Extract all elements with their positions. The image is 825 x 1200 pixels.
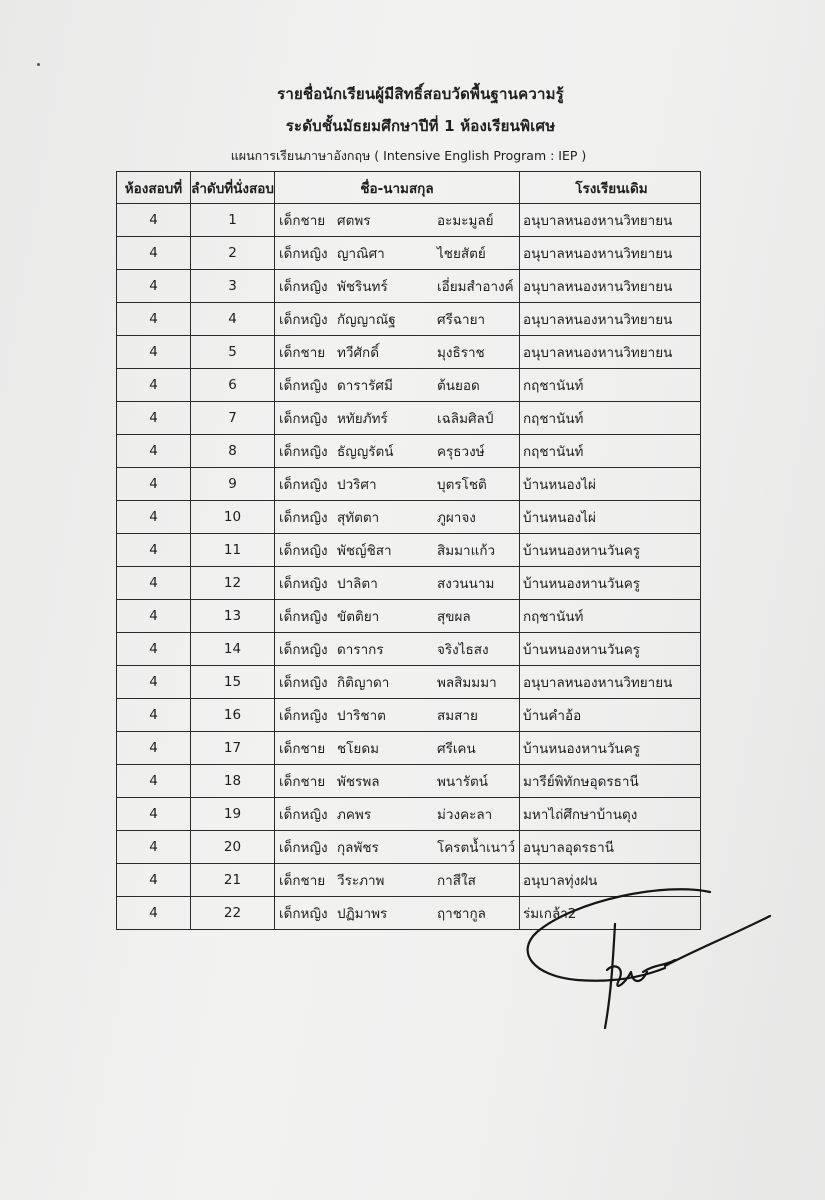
school-cell: บ้านหนองหานวันครู [520, 732, 701, 765]
first-name: ปาริชาต [337, 708, 386, 724]
last-name: พนารัตน์ [437, 774, 488, 790]
table-row [117, 468, 701, 501]
last-name: จริงไธสง [437, 642, 489, 658]
last-name: ภูผาจง [437, 510, 476, 526]
school-cell: อนุบาลหนองหานวิทยายน [520, 270, 701, 303]
first-name: กิติญาดา [337, 675, 390, 691]
table-row [117, 666, 701, 699]
seat-cell: 18 [191, 765, 275, 798]
last-name: กาสีใส [437, 873, 476, 889]
name-prefix: เด็กชาย [279, 774, 326, 790]
room-cell: 4 [117, 567, 191, 600]
seat-cell: 17 [191, 732, 275, 765]
speck [37, 63, 40, 66]
last-name: ศรีฉายา [437, 312, 486, 328]
name-cell [275, 897, 520, 930]
name-prefix: เด็กหญิง [279, 312, 328, 328]
table-row [117, 699, 701, 732]
seat-cell: 3 [191, 270, 275, 303]
seat-cell: 4 [191, 303, 275, 336]
last-name: อะมะมูลย์ [437, 213, 494, 229]
name-prefix: เด็กหญิง [279, 906, 328, 922]
name-prefix: เด็กหญิง [279, 642, 328, 658]
col-header-name: ชื่อ-นามสกุล [275, 172, 520, 204]
last-name: ไชยสัตย์ [437, 246, 486, 262]
room-cell: 4 [117, 501, 191, 534]
room-cell: 4 [117, 732, 191, 765]
table-row [117, 501, 701, 534]
room-cell: 4 [117, 435, 191, 468]
first-name: วีระภาพ [337, 873, 385, 889]
seat-cell: 22 [191, 897, 275, 930]
seat-cell: 7 [191, 402, 275, 435]
table-row [117, 831, 701, 864]
name-prefix: เด็กหญิง [279, 675, 328, 691]
seat-cell: 20 [191, 831, 275, 864]
table-header-row [117, 172, 701, 204]
name-cell [275, 501, 520, 534]
name-cell [275, 237, 520, 270]
first-name: ชโยดม [337, 741, 379, 757]
name-prefix: เด็กหญิง [279, 609, 328, 625]
first-name: ภคพร [337, 807, 372, 823]
first-name: ปาลิตา [337, 576, 378, 592]
name-cell [275, 204, 520, 237]
school-cell: กฤชานันท์ [520, 402, 701, 435]
name-prefix: เด็กหญิง [279, 279, 328, 295]
first-name: ดารารัศมี [337, 378, 393, 394]
seat-cell: 2 [191, 237, 275, 270]
first-name: พัชรินทร์ [337, 279, 388, 295]
room-cell: 4 [117, 765, 191, 798]
table-row [117, 600, 701, 633]
room-cell: 4 [117, 237, 191, 270]
name-prefix: เด็กหญิง [279, 246, 328, 262]
name-prefix: เด็กหญิง [279, 510, 328, 526]
school-cell: อนุบาลอุดรธานี [520, 831, 701, 864]
room-cell: 4 [117, 864, 191, 897]
last-name: ศรีเคน [437, 741, 476, 757]
school-cell: กฤชานันท์ [520, 435, 701, 468]
room-cell: 4 [117, 600, 191, 633]
first-name: ดารากร [337, 642, 384, 658]
last-name: บุตรโชติ [437, 477, 487, 493]
last-name: สุขผล [437, 609, 471, 625]
seat-cell: 8 [191, 435, 275, 468]
room-cell: 4 [117, 270, 191, 303]
name-cell [275, 798, 520, 831]
first-name: หทัยภัทร์ [337, 411, 388, 427]
school-cell: บ้านหนองไผ่ [520, 501, 701, 534]
name-cell [275, 732, 520, 765]
name-prefix: เด็กหญิง [279, 708, 328, 724]
table-row [117, 237, 701, 270]
table-row [117, 402, 701, 435]
table-row [117, 798, 701, 831]
name-prefix: เด็กหญิง [279, 411, 328, 427]
first-name: ศตพร [337, 213, 371, 229]
table-row [117, 732, 701, 765]
seat-cell: 19 [191, 798, 275, 831]
school-cell: มารีย์พิทักษอุดรธานี [520, 765, 701, 798]
name-cell [275, 369, 520, 402]
name-cell [275, 402, 520, 435]
school-cell: อนุบาลหนองหานวิทยายน [520, 204, 701, 237]
seat-cell: 9 [191, 468, 275, 501]
last-name: สิมมาแก้ว [437, 543, 496, 559]
school-cell: บ้านหนองหานวันครู [520, 633, 701, 666]
table-row [117, 567, 701, 600]
name-prefix: เด็กหญิง [279, 543, 328, 559]
room-cell: 4 [117, 831, 191, 864]
name-cell [275, 468, 520, 501]
name-prefix: เด็กชาย [279, 345, 326, 361]
school-cell: อนุบาลทุ่งฝน [520, 864, 701, 897]
table-row [117, 270, 701, 303]
seat-cell: 12 [191, 567, 275, 600]
seat-cell: 13 [191, 600, 275, 633]
room-cell: 4 [117, 633, 191, 666]
first-name: ธัญญรัตน์ [337, 444, 394, 460]
room-cell: 4 [117, 666, 191, 699]
name-cell [275, 303, 520, 336]
name-prefix: เด็กหญิง [279, 378, 328, 394]
name-cell [275, 270, 520, 303]
room-cell: 4 [117, 897, 191, 930]
name-prefix: เด็กชาย [279, 873, 326, 889]
name-cell [275, 600, 520, 633]
school-cell: บ้านหนองหานวันครู [520, 534, 701, 567]
document-title: รายชื่อนักเรียนผู้มีสิทธิ์สอบวัดพื้นฐานความรู้ [277, 85, 564, 103]
seat-cell: 1 [191, 204, 275, 237]
name-cell [275, 435, 520, 468]
school-cell: บ้านคำอ้อ [520, 699, 701, 732]
table-row [117, 435, 701, 468]
school-cell: อนุบาลหนองหานวิทยายน [520, 237, 701, 270]
first-name: กุลพัชร [337, 840, 379, 856]
last-name: สงวนนาม [437, 576, 495, 592]
name-cell [275, 567, 520, 600]
room-cell: 4 [117, 699, 191, 732]
room-cell: 4 [117, 468, 191, 501]
document-subtitle: ระดับชั้นมัธยมศึกษาปีที่ 1 ห้องเรียนพิเศษ [285, 117, 556, 135]
school-cell: มหาไถ่ศึกษาบ้านดุง [520, 798, 701, 831]
last-name: มุงธิราช [437, 345, 485, 361]
seat-cell: 14 [191, 633, 275, 666]
table-row [117, 765, 701, 798]
table-row [117, 303, 701, 336]
name-cell [275, 633, 520, 666]
table-row [117, 369, 701, 402]
first-name: ทวีศักดิ์ [337, 345, 379, 361]
last-name: โครตน้ำเนาว์ [437, 840, 516, 856]
name-prefix: เด็กหญิง [279, 477, 328, 493]
room-cell: 4 [117, 336, 191, 369]
col-header-seat: ลำดับที่นั่งสอบ [191, 172, 275, 204]
last-name: พลสิมมมา [437, 675, 497, 691]
school-cell: อนุบาลหนองหานวิทยายน [520, 303, 701, 336]
name-prefix: เด็กหญิง [279, 807, 328, 823]
name-cell [275, 666, 520, 699]
name-cell [275, 699, 520, 732]
first-name: ปฏิมาพร [337, 906, 388, 922]
seat-cell: 6 [191, 369, 275, 402]
table-row [117, 336, 701, 369]
school-cell: บ้านหนองหานวันครู [520, 567, 701, 600]
seat-cell: 10 [191, 501, 275, 534]
first-name: ปวริศา [337, 477, 377, 493]
first-name: ขัตติยา [337, 609, 380, 625]
col-header-school: โรงเรียนเดิม [520, 172, 701, 204]
name-cell [275, 336, 520, 369]
room-cell: 4 [117, 534, 191, 567]
seat-cell: 11 [191, 534, 275, 567]
seat-cell: 21 [191, 864, 275, 897]
room-cell: 4 [117, 798, 191, 831]
last-name: ครุธวงษ์ [437, 444, 485, 460]
school-cell: กฤชานันท์ [520, 600, 701, 633]
name-cell [275, 765, 520, 798]
table-row [117, 204, 701, 237]
name-prefix: เด็กชาย [279, 741, 326, 757]
room-cell: 4 [117, 204, 191, 237]
last-name: สมสาย [437, 708, 478, 724]
student-table [116, 171, 701, 930]
first-name: พัชรพล [337, 774, 380, 790]
name-prefix: เด็กหญิง [279, 576, 328, 592]
last-name: เฉลิมศิลป์ [437, 411, 494, 427]
seat-cell: 5 [191, 336, 275, 369]
seat-cell: 16 [191, 699, 275, 732]
room-cell: 4 [117, 402, 191, 435]
last-name: เอี่ยมสำอางค์ [437, 279, 514, 295]
first-name: สุทัตตา [337, 510, 380, 526]
name-prefix: เด็กชาย [279, 213, 326, 229]
first-name: ญาณิศา [337, 246, 385, 262]
name-prefix: เด็กหญิง [279, 444, 328, 460]
table-body [117, 204, 701, 930]
name-cell [275, 864, 520, 897]
name-cell [275, 534, 520, 567]
name-cell [275, 831, 520, 864]
first-name: กัญญาณัฐ [337, 312, 396, 328]
school-cell: กฤชานันท์ [520, 369, 701, 402]
last-name: ฤาชากูล [437, 906, 486, 922]
seat-cell: 15 [191, 666, 275, 699]
school-cell: อนุบาลหนองหานวิทยายน [520, 336, 701, 369]
table-row [117, 534, 701, 567]
col-header-room: ห้องสอบที่ [117, 172, 191, 204]
last-name: ต้นยอด [437, 378, 480, 394]
signature [515, 880, 785, 1040]
school-cell: บ้านหนองไผ่ [520, 468, 701, 501]
name-prefix: เด็กหญิง [279, 840, 328, 856]
table-row [117, 633, 701, 666]
room-cell: 4 [117, 303, 191, 336]
school-cell: ร่มเกล้า2 [520, 897, 701, 930]
room-cell: 4 [117, 369, 191, 402]
school-cell: อนุบาลหนองหานวิทยายน [520, 666, 701, 699]
first-name: พัชญ์ชิสา [337, 543, 392, 559]
last-name: ม่วงคะลา [437, 807, 493, 823]
program-name: แผนการเรียนภาษาอังกฤษ ( Intensive English Program : IEP ) [230, 148, 587, 163]
